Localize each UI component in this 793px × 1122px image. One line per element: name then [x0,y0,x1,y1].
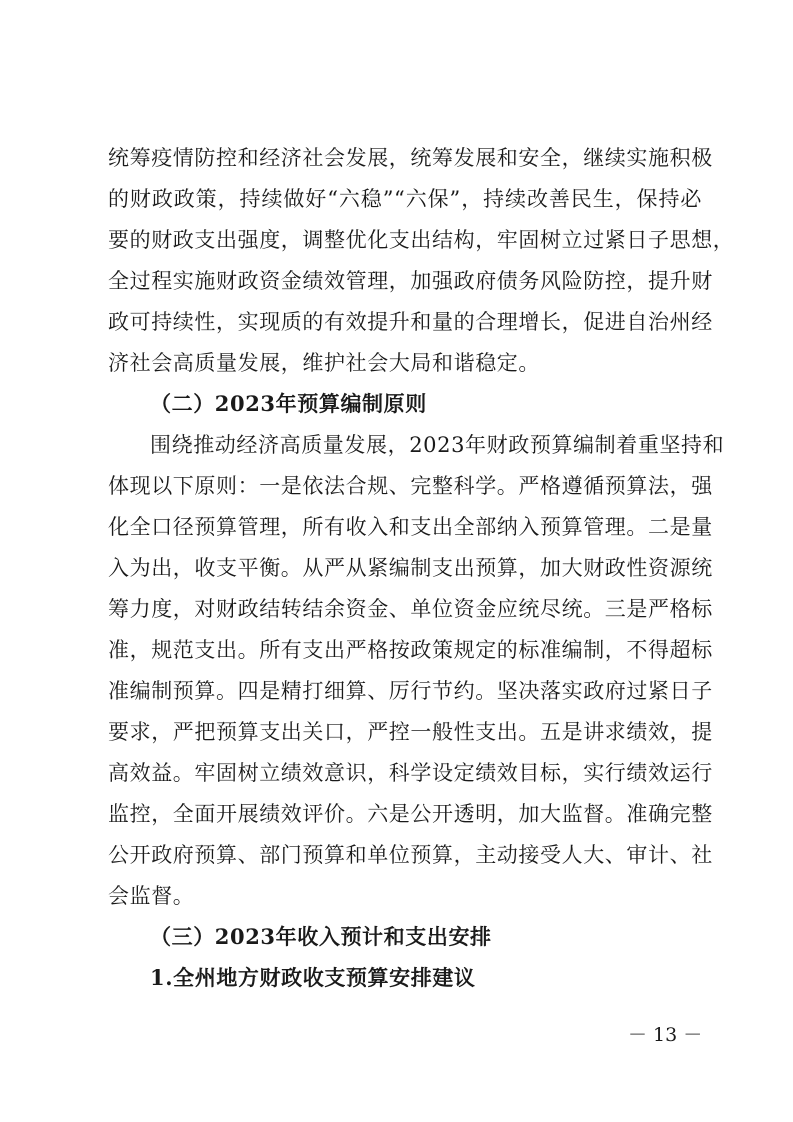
body-text-line: 要求，严把预算支出关口，严控一般性支出。五是讲求绩效，提 [108,720,713,744]
body-text-line: 化全口径预算管理，所有收入和支出全部纳入预算管理。二是量 [108,515,713,539]
section-heading: （二）2023年预算编制原则 [150,391,427,416]
body-text-line: 筹力度，对财政结转结余资金、单位资金应统尽统。三是严格标 [108,597,713,621]
body-text-line: 统筹疫情防控和经济社会发展，统筹发展和安全，继续实施积极 [108,146,713,170]
body-text-line: 全过程实施财政资金绩效管理，加强政府债务风险防控，提升财 [108,269,713,293]
body-text-line: 监控，全面开展绩效评价。六是公开透明，加大监督。准确完整 [108,802,713,826]
body-text-line: 体现以下原则：一是依法合规、完整科学。严格遵循预算法，强 [108,474,713,498]
body-text-line: 政可持续性，实现质的有效提升和量的合理增长，促进自治州经 [108,310,713,334]
page-number: － 13 － [628,1024,703,1046]
body-text-line: 要的财政支出强度，调整优化支出结构，牢固树立过紧日子思想， [108,228,735,252]
body-text-line: 准，规范支出。所有支出严格按政策规定的标准编制，不得超标 [108,638,713,662]
body-text-line: 围绕推动经济高质量发展，2023年财政预算编制着重坚持和 [150,433,725,457]
body-text-line: 准编制预算。四是精打细算、厉行节约。坚决落实政府过紧日子 [108,679,713,703]
body-text-line: 的财政政策，持续做好“六稳”“六保”，持续改善民生，保持必 [108,187,702,211]
subsection-heading: 1.全州地方财政收支预算安排建议 [150,965,476,990]
body-text-line: 公开政府预算、部门预算和单位预算，主动接受人大、审计、社 [108,843,713,867]
body-text-line: 高效益。牢固树立绩效意识，科学设定绩效目标，实行绩效运行 [108,761,713,785]
body-text-line: 会监督。 [108,884,195,908]
body-text-line: 入为出，收支平衡。从严从紧编制支出预算，加大财政性资源统 [108,556,713,580]
section-heading: （三）2023年收入预计和支出安排 [150,924,492,949]
body-text-line: 济社会高质量发展，维护社会大局和谐稳定。 [108,351,540,375]
